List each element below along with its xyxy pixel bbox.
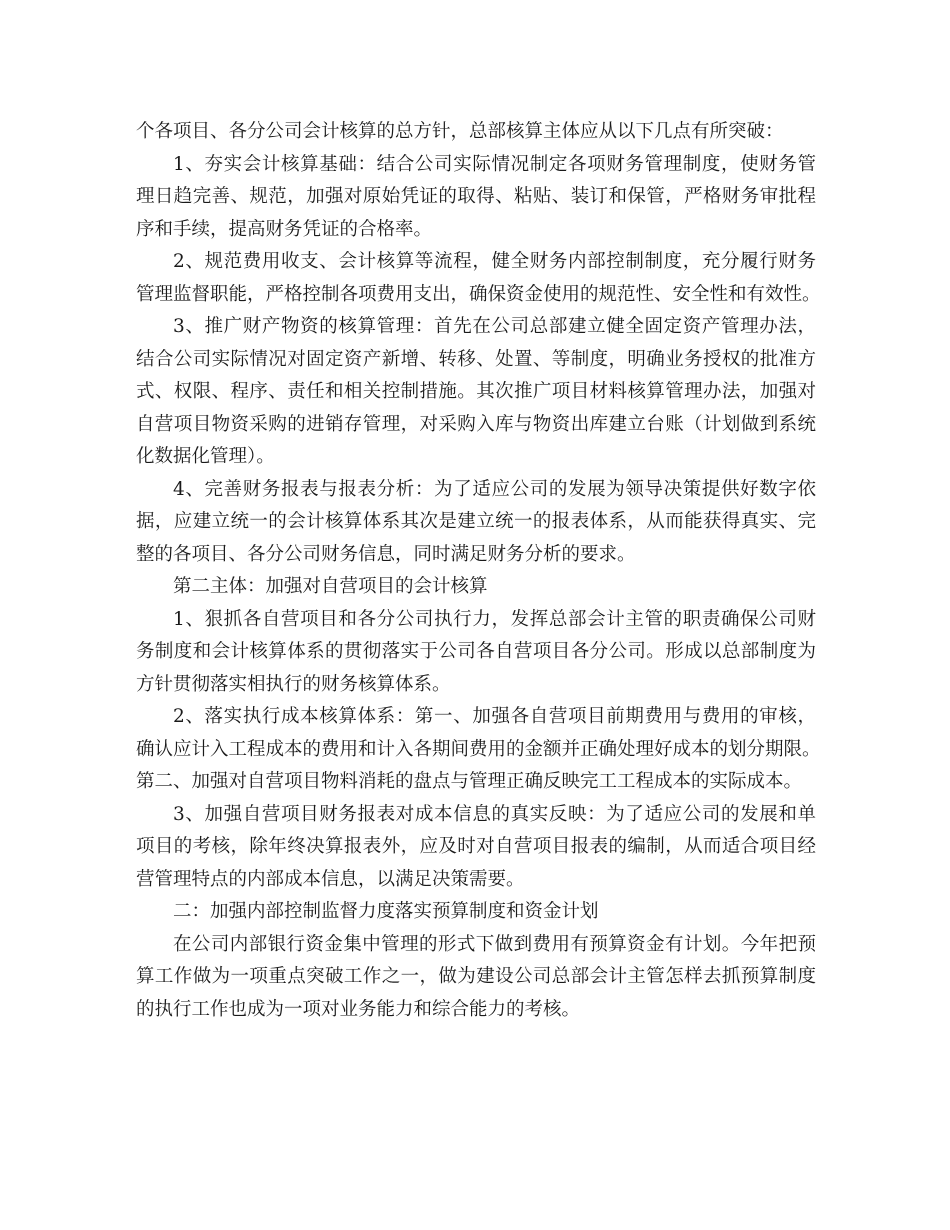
text-line: 确认应计入工程成本的费用和计入各期间费用的金额并正确处理好成本的划分期限。: [136, 738, 821, 760]
text-line: 2、落实执行成本核算体系：第一、加强各自营项目前期费用与费用的审核，: [173, 706, 816, 727]
text-line: 二：加强内部控制监督力度落实预算制度和资金计划: [173, 901, 599, 922]
text-line: 序和手续，提高财务凭证的合格率。: [136, 218, 433, 240]
text-line: 理日趋完善、规范，加强对原始凭证的取得、粘贴、装订和保管，严格财务审批程: [136, 186, 816, 207]
text-line: 据，应建立统一的会计核算体系其次是建立统一的报表体系，从而能获得真实、完: [136, 511, 816, 532]
text-line: 3、推广财产物资的核算管理：首先在公司总部建立健全固定资产管理办法，: [173, 316, 816, 337]
text-line: 方针贯彻落实相执行的财务核算体系。: [136, 673, 451, 695]
text-line: 在公司内部银行资金集中管理的形式下做到费用有预算资金有计划。今年把预: [173, 933, 816, 955]
text-line: 2、规范费用收支、会计核算等流程，健全财务内部控制制度，充分履行财务: [173, 251, 816, 272]
text-line: 的执行工作也成为一项对业务能力和综合能力的考核。: [136, 998, 581, 1020]
text-line: 管理监督职能，严格控制各项费用支出，确保资金使用的规范性、安全性和有效性。: [136, 283, 821, 305]
document-body: [136, 116, 821, 1026]
text-line: 个各项目、各分公司会计核算的总方针，总部核算主体应从以下几点有所突破：: [136, 121, 784, 142]
text-line: 第二、加强对自营项目物料消耗的盘点与管理正确反映完工工程成本的实际成本。: [136, 771, 803, 792]
text-line: 1、夯实会计核算基础：结合公司实际情况制定各项财务管理制度，使财务管: [173, 153, 816, 175]
text-line: 式、权限、程序、责任和相关控制措施。其次推广项目材料核算管理办法，加强对: [136, 381, 816, 402]
text-line: 自营项目物资采购的进销存管理，对采购入库与物资出库建立台账（计划做到系统: [136, 413, 816, 435]
text-line: 营管理特点的内部成本信息，以满足决策需要。: [136, 868, 525, 890]
text-line: 算工作做为一项重点突破工作之一，做为建设公司总部会计主管怎样去抓预算制度: [136, 966, 816, 987]
text-line: 整的各项目、各分公司财务信息，同时满足财务分析的要求。: [136, 543, 636, 565]
text-line: 务制度和会计核算体系的贯彻落实于公司各自营项目各分公司。形成以总部制度为: [136, 641, 816, 662]
text-line: 3、加强自营项目财务报表对成本信息的真实反映：为了适应公司的发展和单: [173, 803, 816, 825]
text-line: 第二主体：加强对自营项目的会计核算: [173, 576, 488, 597]
text-line: 1、狠抓各自营项目和各分公司执行力，发挥总部会计主管的职责确保公司财: [173, 608, 816, 630]
text-line: 结合公司实际情况对固定资产新增、转移、处置、等制度，明确业务授权的批准方: [136, 348, 816, 370]
text-line: 项目的考核，除年终决算报表外，应及时对自营项目报表的编制，从而适合项目经: [136, 836, 816, 857]
text-line: 化数据化管理）。: [136, 446, 275, 467]
text-line: 4、完善财务报表与报表分析：为了适应公司的发展为领导决策提供好数字依: [173, 478, 816, 500]
